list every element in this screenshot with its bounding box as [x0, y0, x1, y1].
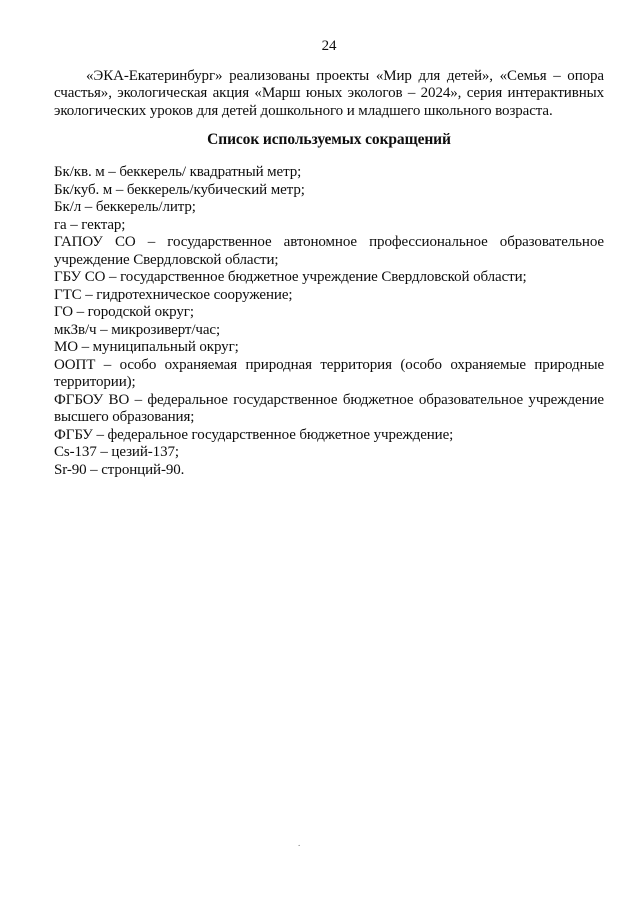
intro-paragraph: «ЭКА-Екатеринбург» реализованы проекты «Мир для детей», «Семья – опора счастья», экологическая акция «Марш юных экологов – 2024», серия интерактивных экологических уроков для детей дошкольного и младшего школьного возраста.	[54, 67, 604, 119]
abbreviation-item: ООПТ – особо охраняемая природная территория (особо охраняемые природные территории);	[54, 356, 604, 390]
section-heading: Список используемых сокращений	[207, 131, 451, 148]
abbreviation-item: ГБУ СО – государственное бюджетное учреждение Свердловской области;	[54, 269, 527, 285]
abbreviation-item: га – гектар;	[54, 216, 126, 233]
abbreviation-item: мкЗв/ч – микрозиверт/час;	[54, 321, 221, 338]
abbreviation-item: ФГБУ – федеральное государственное бюджетное учреждение;	[54, 426, 454, 443]
abbreviation-item: ФГБОУ ВО – федеральное государственное бюджетное образовательное учреждение высшего образования;	[54, 391, 604, 425]
abbreviation-item: Бк/куб. м – беккерель/кубический метр;	[54, 181, 305, 198]
abbreviation-item: ГТС – гидротехническое сооружение;	[54, 286, 293, 303]
page-number: 24	[321, 38, 337, 54]
abbreviation-item: Sr-90 – стронций-90.	[54, 461, 185, 478]
abbreviation-item: Cs-137 – цезий-137;	[54, 444, 179, 460]
stray-mark: .	[298, 838, 301, 848]
abbreviation-item: ГАПОУ СО – государственное автономное профессиональное образовательное учреждение Свердловской области;	[54, 234, 604, 268]
abbreviation-item: Бк/л – беккерель/литр;	[54, 199, 196, 215]
abbreviation-item: ГО – городской округ;	[54, 304, 194, 320]
abbreviation-list	[54, 164, 604, 479]
abbreviation-item: МО – муниципальный округ;	[54, 339, 239, 355]
abbreviation-item: Бк/кв. м – беккерель/ квадратный метр;	[54, 164, 302, 180]
